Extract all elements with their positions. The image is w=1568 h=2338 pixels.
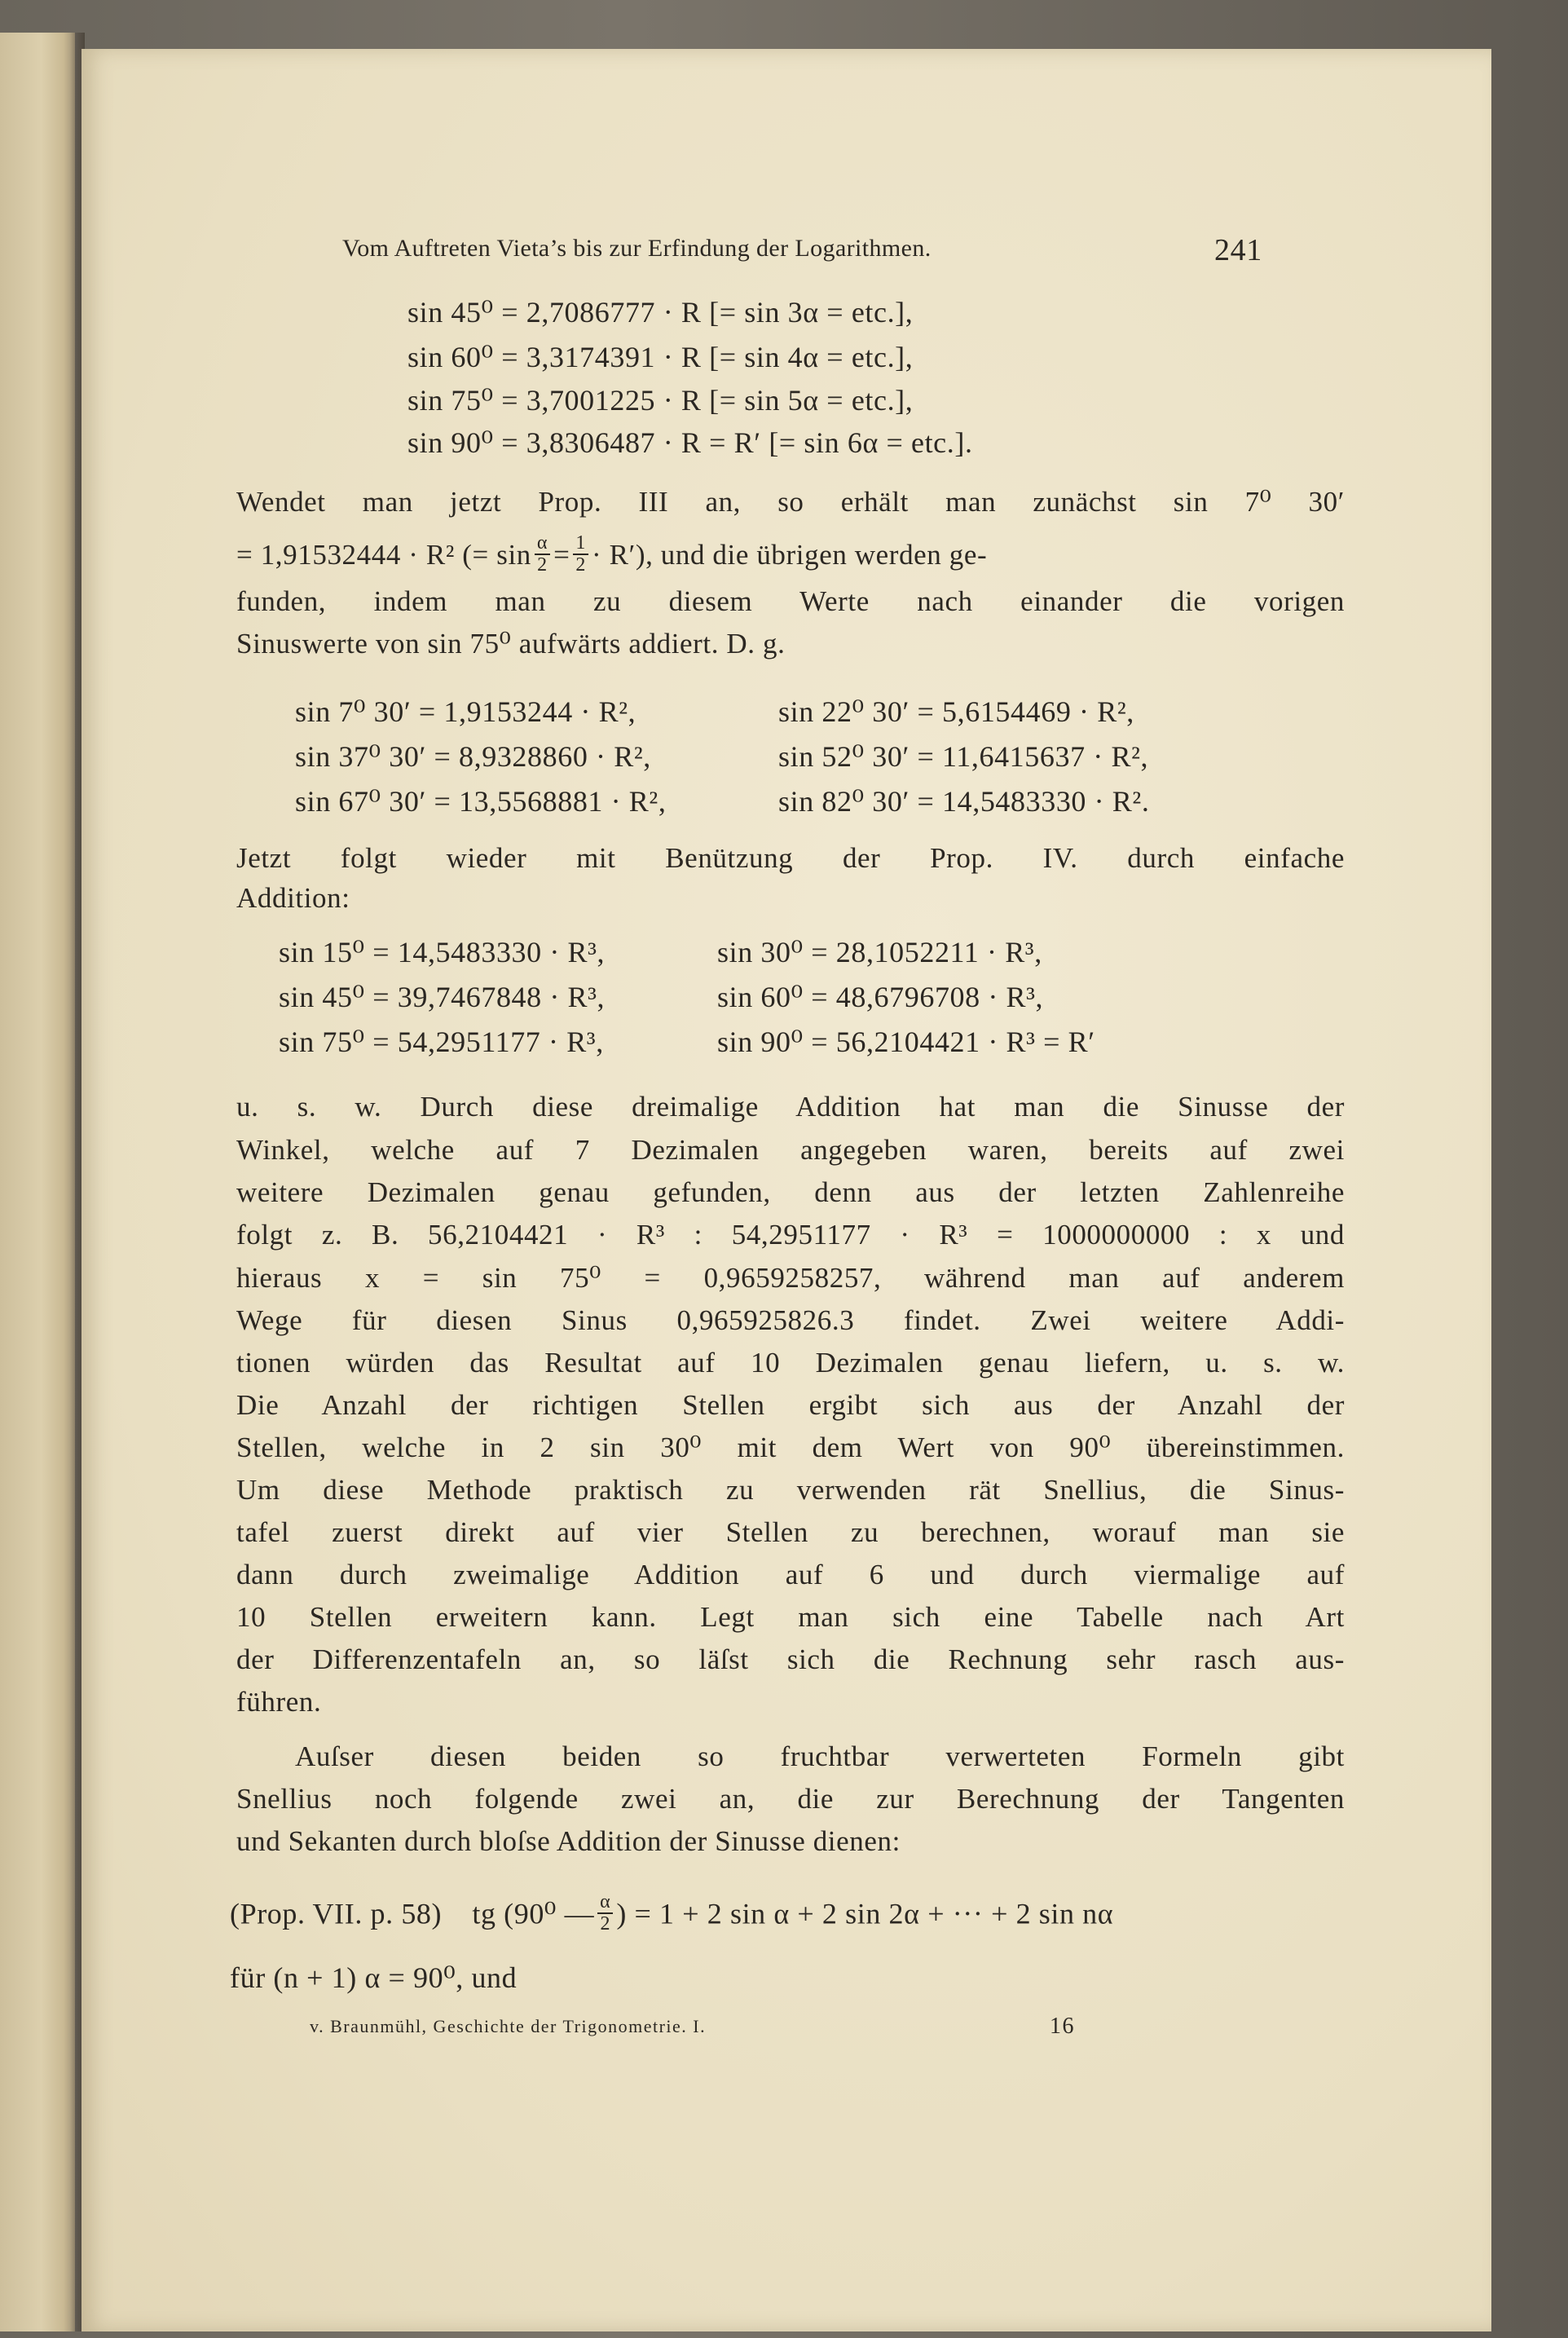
text-line: Wege für diesen Sinus 0,965925826.3 findet. Zwei weitere Addi- <box>236 1304 1345 1336</box>
table-row: sin 45⁰ = 39,7467848 · R³, <box>279 981 606 1013</box>
text-line: Addition: <box>236 882 350 914</box>
fraction-one-half <box>573 533 588 576</box>
text-line: tafel zuerst direkt auf vier Stellen zu berechnen, worauf man sie <box>236 1516 1345 1548</box>
fraction-denominator: 2 <box>600 1913 611 1935</box>
table-row: sin 30⁰ = 28,1052211 · R³, <box>717 936 1042 968</box>
table-row: sin 90⁰ = 56,2104421 · R³ = R′ <box>717 1026 1095 1058</box>
formula-rhs: ) = 1 + 2 sin α + 2 sin 2α + ··· + 2 sin nα <box>616 1897 1114 1930</box>
fraction-alpha-half <box>597 1892 613 1934</box>
sheet-number: 16 <box>1050 2014 1075 2039</box>
table-row: sin 45⁰ = 2,7086777 · R [= sin 3α = etc.], <box>407 296 914 329</box>
table-row: sin 15⁰ = 14,5483330 · R³, <box>279 936 606 968</box>
text-line: Um diese Methode praktisch zu verwenden rät Snellius, die Sinus- <box>236 1474 1345 1506</box>
text-line: folgt z. B. 56,2104421 · R³ : 54,2951177 · R³ = 1000000000 : x und <box>236 1219 1345 1251</box>
text-line: dann durch zweimalige Addition auf 6 und durch viermalige auf <box>236 1559 1345 1590</box>
formula-condition: für (n + 1) α = 90⁰, und <box>230 1961 518 1994</box>
text-line: weitere Dezimalen genau gefunden, denn aus der letzten Zahlenreihe <box>236 1176 1345 1208</box>
facing-page-edge <box>0 33 75 2331</box>
fraction-numerator: α <box>597 1892 613 1914</box>
text-line: Sinuswerte von sin 75⁰ aufwärts addiert. D. g. <box>236 628 786 659</box>
text-line: Stellen, welche in 2 sin 30⁰ mit dem Wert von 90⁰ übereinstimmen. <box>236 1431 1345 1463</box>
footer-signature: v. Braunmühl, Geschichte der Trigonometrie. I. <box>310 2016 707 2036</box>
table-row: sin 82⁰ 30′ = 14,5483330 · R². <box>778 785 1150 818</box>
equals-sign: = <box>553 539 570 571</box>
table-row: sin 75⁰ = 3,7001225 · R [= sin 5α = etc.], <box>407 384 914 417</box>
table-row: sin 7⁰ 30′ = 1,9153244 · R², <box>295 695 636 728</box>
text-line: Die Anzahl der richtigen Stellen ergibt sich aus der Anzahl der <box>236 1389 1345 1421</box>
text-line: Snellius noch folgende zwei an, die zur Berechnung der Tangenten <box>236 1783 1345 1815</box>
book-page <box>81 49 1491 2331</box>
text-line: tionen würden das Resultat auf 10 Dezimalen genau liefern, u. s. w. <box>236 1347 1345 1379</box>
table-row: sin 75⁰ = 54,2951177 · R³, <box>279 1026 604 1058</box>
text-line: u. s. w. Durch diese dreimalige Addition hat man die Sinusse der <box>236 1091 1345 1123</box>
table-row: sin 67⁰ 30′ = 13,5568881 · R², <box>295 785 667 818</box>
text-line: Auſser diesen beiden so fruchtbar verwerteten Formeln gibt <box>295 1740 1345 1772</box>
text-line: und Sekanten durch bloſse Addition der Sinusse dienen: <box>236 1825 901 1857</box>
formula-line <box>236 532 1345 579</box>
table-row: sin 90⁰ = 3,8306487 · R = R′ [= sin 6α = etc.]. <box>407 426 973 459</box>
text-line: Winkel, welche auf 7 Dezimalen angegeben waren, bereits auf zwei <box>236 1134 1345 1166</box>
text-line: funden, indem man zu diesem Werte nach einander die vorigen <box>236 585 1345 617</box>
formula-prop-vii <box>230 1891 1114 1938</box>
fraction-numerator: 1 <box>573 533 588 555</box>
table-row: sin 60⁰ = 3,3174391 · R [= sin 4α = etc.], <box>407 341 914 373</box>
formula-end: · R′), und die übrigen werden ge- <box>592 539 988 571</box>
fraction-denominator: 2 <box>537 554 548 576</box>
fraction-numerator: α <box>535 533 550 555</box>
table-row: sin 22⁰ 30′ = 5,6154469 · R², <box>778 695 1134 728</box>
text-line: der Differenzentafeln an, so läſst sich die Rechnung sehr rasch aus- <box>236 1643 1345 1675</box>
fraction-alpha-half <box>535 533 550 576</box>
table-row: sin 60⁰ = 48,6796708 · R³, <box>717 981 1044 1013</box>
text-line: Jetzt folgt wieder mit Benützung der Prop. IV. durch einfache <box>236 842 1345 874</box>
fraction-denominator: 2 <box>575 554 587 576</box>
text-line: führen. <box>236 1686 322 1718</box>
page-number: 241 <box>1214 233 1262 267</box>
table-row: sin 37⁰ 30′ = 8,9328860 · R², <box>295 740 651 773</box>
table-row: sin 52⁰ 30′ = 11,6415637 · R², <box>778 740 1149 773</box>
formula-label: (Prop. VII. p. 58) <box>230 1897 443 1930</box>
running-title: Vom Auftreten Vieta’s bis zur Erfindung der Logarithmen. <box>342 235 932 262</box>
formula-lhs: tg (90⁰ — <box>472 1897 595 1930</box>
text-line: hieraus x = sin 75⁰ = 0,9659258257, während man auf anderem <box>236 1262 1345 1294</box>
text-line: 10 Stellen erweitern kann. Legt man sich eine Tabelle nach Art <box>236 1601 1345 1633</box>
text-line: Wendet man jetzt Prop. III an, so erhält man zunächst sin 7⁰ 30′ <box>236 486 1345 518</box>
formula-start: = 1,91532444 · R² (= sin <box>236 539 531 571</box>
